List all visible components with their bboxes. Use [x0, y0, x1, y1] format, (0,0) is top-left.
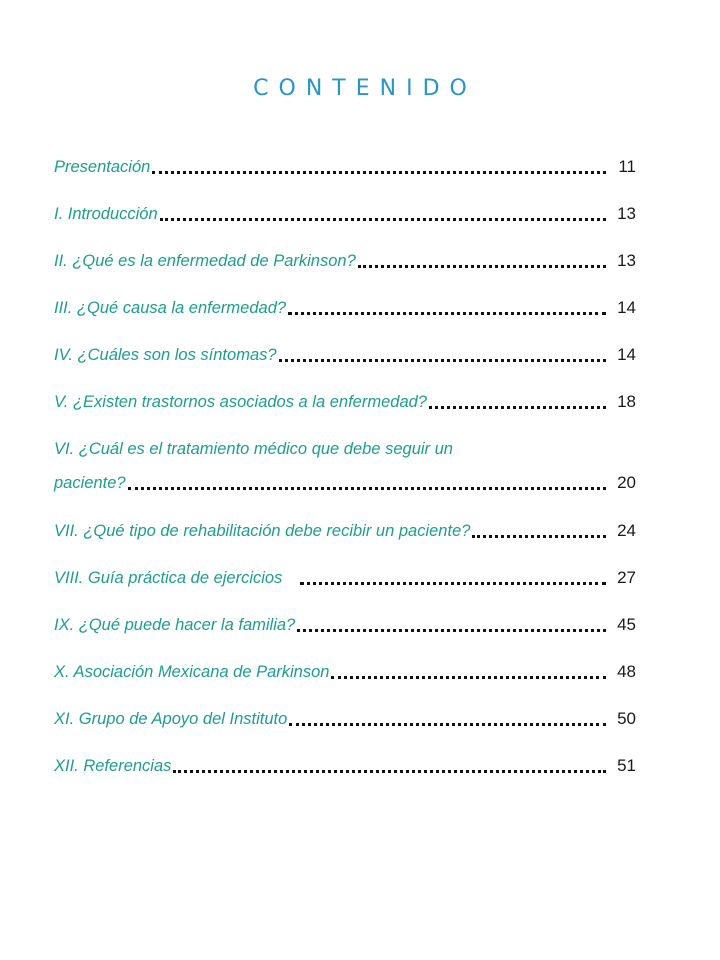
toc-page-number: 50: [617, 709, 636, 728]
toc-entry-sintomas[interactable]: [54, 340, 636, 387]
toc-entry-que-es[interactable]: [54, 246, 636, 293]
toc-entry-referencias[interactable]: [54, 751, 636, 798]
dot-leader: [160, 216, 606, 221]
dot-leader: [429, 404, 606, 409]
toc-page-number: 20: [617, 473, 636, 492]
toc-entry-label: IV. ¿Cuáles son los síntomas?: [54, 346, 277, 364]
toc-entry-label: V. ¿Existen trastornos asociados a la enfermedad?: [54, 393, 427, 411]
toc-entry-label: IX. ¿Qué puede hacer la familia?: [54, 616, 296, 634]
dot-leader: [358, 263, 606, 268]
dot-leader: [288, 310, 606, 315]
toc-entry-label: III. ¿Qué causa la enfermedad?: [54, 299, 287, 317]
page-title: CONTENIDO: [253, 76, 477, 101]
dot-leader: [152, 169, 606, 174]
dot-leader: [289, 721, 606, 726]
toc-entry-familia[interactable]: [54, 610, 636, 657]
dot-leader: [128, 485, 606, 490]
dot-leader: [297, 627, 606, 632]
toc-entry-label: XI. Grupo de Apoyo del Instituto: [54, 710, 288, 728]
toc-page-number: 14: [617, 345, 636, 364]
toc-entry-asociacion[interactable]: [54, 657, 636, 704]
dot-leader: [173, 768, 606, 773]
toc-entry-trastornos[interactable]: [54, 387, 636, 434]
toc-entry-label: XII. Referencias: [54, 757, 172, 775]
dot-leader: [472, 533, 606, 538]
toc-entry-label-line2: paciente?: [54, 474, 126, 492]
toc-entry-grupo-apoyo[interactable]: [54, 704, 636, 751]
table-of-contents: [54, 152, 636, 798]
toc-page-number: 45: [617, 615, 636, 634]
dot-leader: [331, 674, 606, 679]
toc-entry-label: II. ¿Qué es la enfermedad de Parkinson?: [54, 252, 356, 270]
toc-page-number: 13: [617, 251, 636, 270]
dot-leader: [279, 357, 606, 362]
toc-entry-label: VII. ¿Qué tipo de rehabilitación debe recibir un paciente?: [54, 522, 471, 540]
toc-entry-label-line1: VI. ¿Cuál es el tratamiento médico que debe seguir un: [54, 440, 453, 458]
toc-entry-label: Presentación: [54, 158, 151, 176]
toc-page-number: 48: [617, 662, 636, 681]
toc-entry-guia-practica[interactable]: [54, 563, 636, 610]
toc-page-number: 13: [617, 204, 636, 223]
toc-entry-rehabilitacion[interactable]: [54, 516, 636, 563]
toc-entry-que-causa[interactable]: [54, 293, 636, 340]
toc-entry-tratamiento[interactable]: [54, 434, 636, 516]
toc-page-number: 11: [618, 157, 636, 176]
toc-page-number: 27: [617, 568, 636, 587]
toc-page-number: 14: [617, 298, 636, 317]
toc-page-number: 18: [617, 392, 636, 411]
toc-entry-label: X. Asociación Mexicana de Parkinson: [54, 663, 330, 681]
toc-page-number: 24: [617, 521, 636, 540]
dot-leader: [300, 580, 606, 585]
toc-page-number: 51: [617, 756, 636, 775]
toc-entry-presentacion[interactable]: [54, 152, 636, 199]
toc-entry-label: VIII. Guía práctica de ejercicios: [54, 569, 283, 587]
toc-entry-label: I. Introducción: [54, 205, 158, 223]
toc-entry-introduccion[interactable]: [54, 199, 636, 246]
